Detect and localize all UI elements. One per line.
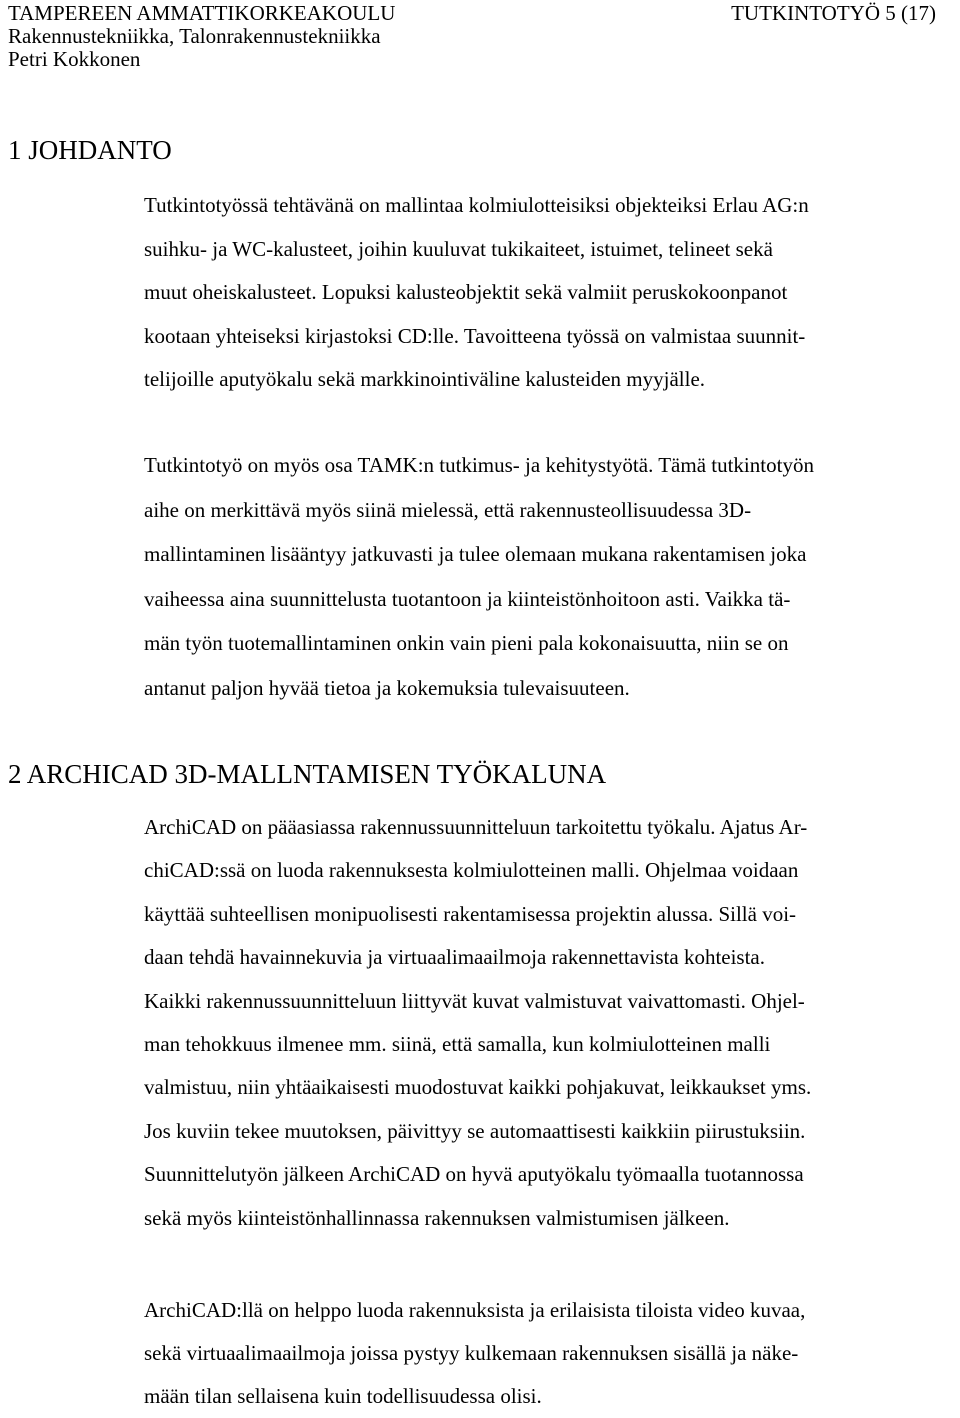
department-name: Rakennustekniikka, Talonrakennustekniikka xyxy=(8,24,381,48)
body-paragraph: Tutkintotyö on myös osa TAMK:n tutkimus- ja kehitystyötä. Tämä tutkintotyön aihe on merkittävä myös siinä mielessä, että rakennusteollisuudessa 3D- mallintaminen lisääntyy jatkuvasti ja tulee olemaan mukana rakentamisen joka vaiheessa aina suunnittelusta tuotantoon ja kiinteistönhoitoon asti. Vaikka tä- män työn tuotemallintaminen onkin vain pieni pala kokonaisuutta, niin se on antanut paljon hyvää tietoa ja kokemuksia tulevaisuuteen. xyxy=(144,453,814,700)
body-paragraph: Tutkintotyössä tehtävänä on mallintaa kolmiulotteisiksi objekteiksi Erlau AG:n suihku- ja WC-kalusteet, joihin kuuluvat tukikaiteet, istuimet, telineet sekä muut oheiskalusteet. Lopuksi kalusteobjektit sekä valmiit peruskokoonpanot kootaan yhteiseksi kirjastoksi CD:lle. Tavoitteena työssä on valmistaa suunnit- telijoille aputyökalu sekä markkinointiväline kalusteiden myyjälle. xyxy=(144,193,809,391)
body-paragraph: ArchiCAD on pääasiassa rakennussuunnitteluun tarkoitettu työkalu. Ajatus Ar- chiCAD:ssä on luoda rakennuksesta kolmiulotteinen malli. Ohjelmaa voidaan käyttää suhteellisen monipuolisesti rakentamisessa projektin alussa. Sillä voi- daan tehdä havainnekuvia ja virtuaalimaailmoja rakennettavista kohteista. Kaikki rakennussuunnitteluun liittyvät kuvat valmistuvat vaivattomasti. Ohjel- man tehokkuus ilmenee mm. siinä, että samalla, kun kolmiulotteinen malli valmistuu, niin yhtäaikaisesti muodostuvat kaikki pohjakuvat, leikkaukset yms. Jos kuviin tekee muutoksen, päivittyy se automaattisesti kaikkiin piirustuksiin. Suunnittelutyön jälkeen ArchiCAD on hyvä aputyökalu työmaalla tuotannossa sekä myös kiinteistönhallinnassa rakennuksen valmistumisen jälkeen. xyxy=(144,815,812,1230)
section-heading-archicad: 2 ARCHICAD 3D-MALLNTAMISEN TYÖKALUNA xyxy=(8,759,607,789)
header-top-row xyxy=(8,2,958,25)
page-number-label: TUTKINTOTYÖ 5 (17) xyxy=(731,1,936,25)
institution-name: TAMPEREEN AMMATTIKORKEAKOULU xyxy=(8,1,396,25)
section-heading-johdanto: 1 JOHDANTO xyxy=(8,135,172,165)
author-name: Petri Kokkonen xyxy=(8,47,141,71)
body-paragraph: ArchiCAD:llä on helppo luoda rakennuksista ja erilaisista tiloista video kuvaa, sekä virtuaalimaailmoja joissa pystyy kulkemaan rakennuksen sisällä ja näke- mään tilan sellaisena kuin todellisuudessa olisi. xyxy=(144,1298,806,1408)
page-header xyxy=(8,2,958,71)
